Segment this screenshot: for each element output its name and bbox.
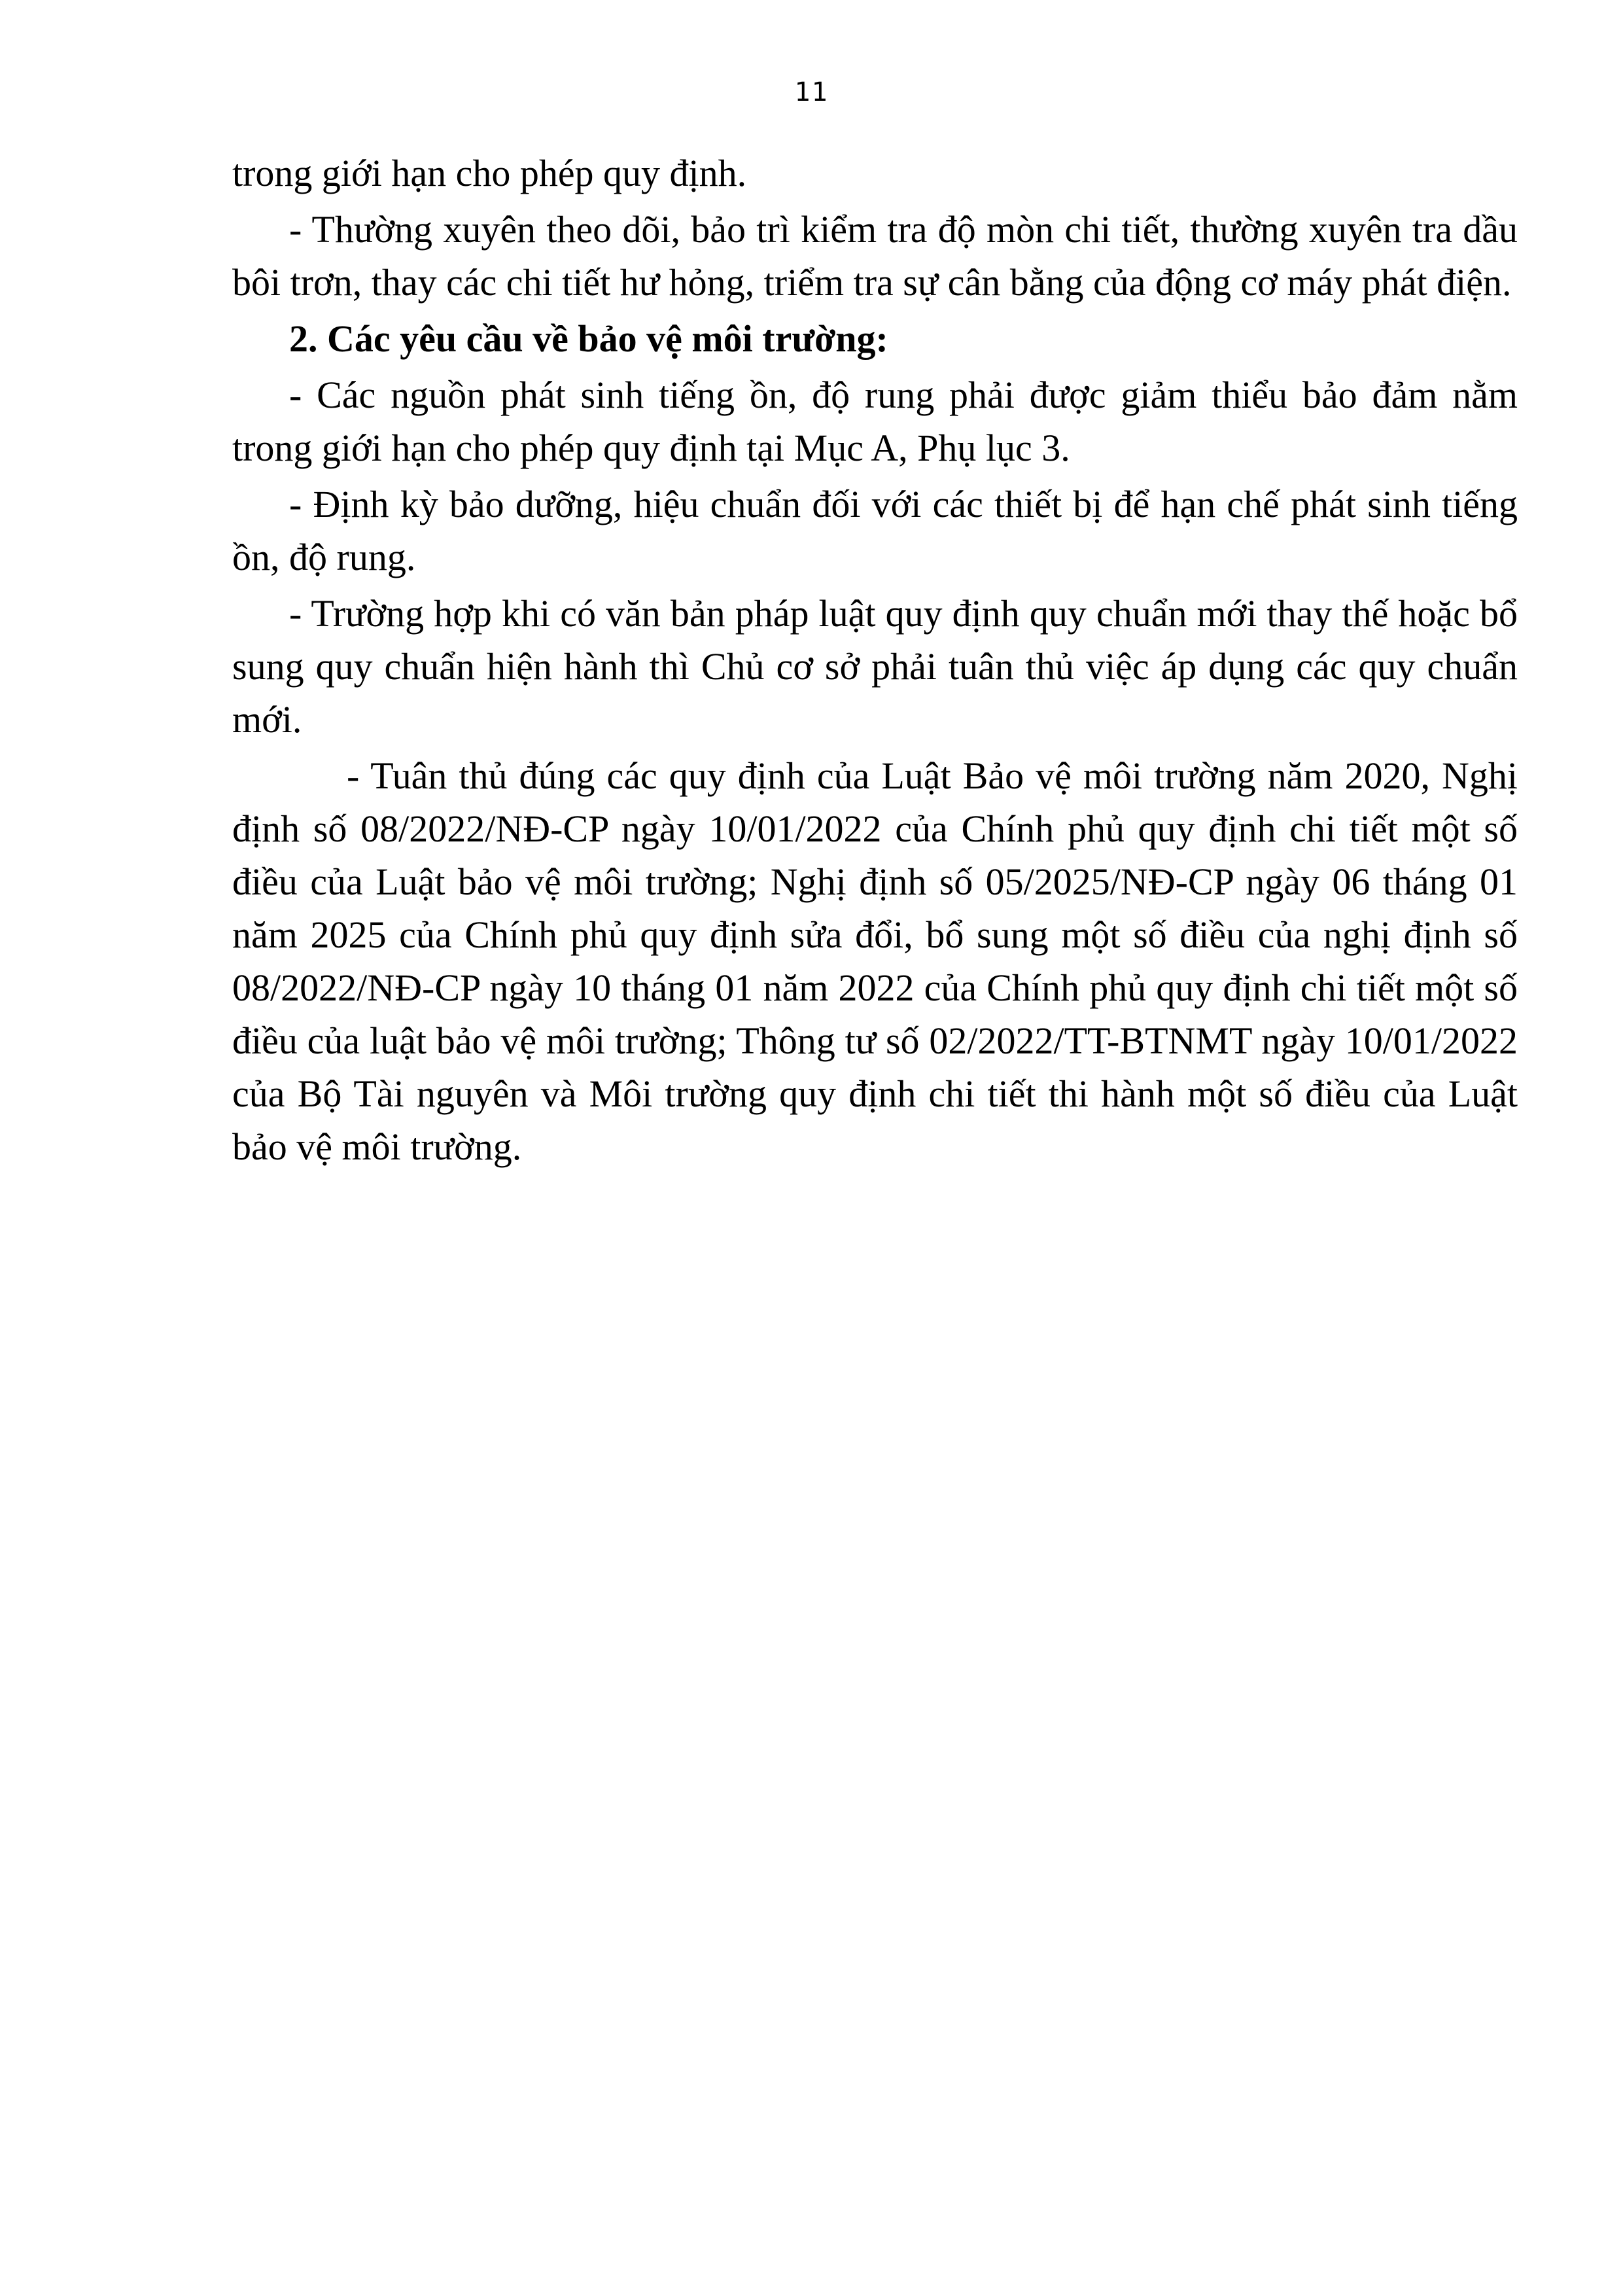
page-number: 11 — [794, 77, 829, 107]
section-heading-environment-requirements: 2. Các yêu cầu về bảo vệ môi trường: — [289, 317, 888, 360]
document-body — [232, 147, 1518, 1176]
paragraph-periodic-maintenance: - Định kỳ bảo dưỡng, hiệu chuẩn đối với các thiết bị để hạn chế phát sinh tiếng ồn, độ rung. — [232, 483, 1518, 578]
paragraph-maintenance: - Thường xuyên theo dõi, bảo trì kiểm tra độ mòn chi tiết, thường xuyên tra dầu bôi trơn, thay các chi tiết hư hỏng, triểm tra sự cân bằng của động cơ máy phát điện. — [232, 208, 1518, 304]
paragraph-legal-compliance: - Tuân thủ đúng các quy định của Luật Bảo vệ môi trường năm 2020, Nghị định số 08/2022/NĐ-CP ngày 10/01/2022 của Chính phủ quy định chi tiết một số điều của Luật bảo vệ môi trường; Nghị định số 05/2025/NĐ-CP ngày 06 tháng 01 năm 2025 của Chính phủ quy định sửa đổi, bổ sung một số điều của nghị định số 08/2022/NĐ-CP ngày 10 tháng 01 năm 2022 của Chính phủ quy định chi tiết một số điều của luật bảo vệ môi trường; Thông tư số 02/2022/TT-BTNMT ngày 10/01/2022 của Bộ Tài nguyên và Môi trường quy định chi tiết thi hành một số điều của Luật bảo vệ môi trường. — [232, 754, 1518, 1168]
paragraph-continuation: trong giới hạn cho phép quy định. — [232, 152, 747, 194]
paragraph-new-regulations: - Trường hợp khi có văn bản pháp luật quy định quy chuẩn mới thay thế hoặc bổ sung quy chuẩn hiện hành thì Chủ cơ sở phải tuân thủ việc áp dụng các quy chuẩn mới. — [232, 592, 1518, 741]
paragraph-noise-sources: - Các nguồn phát sinh tiếng ồn, độ rung phải được giảm thiểu bảo đảm nằm trong giới hạn cho phép quy định tại Mục A, Phụ lục 3. — [232, 374, 1518, 469]
